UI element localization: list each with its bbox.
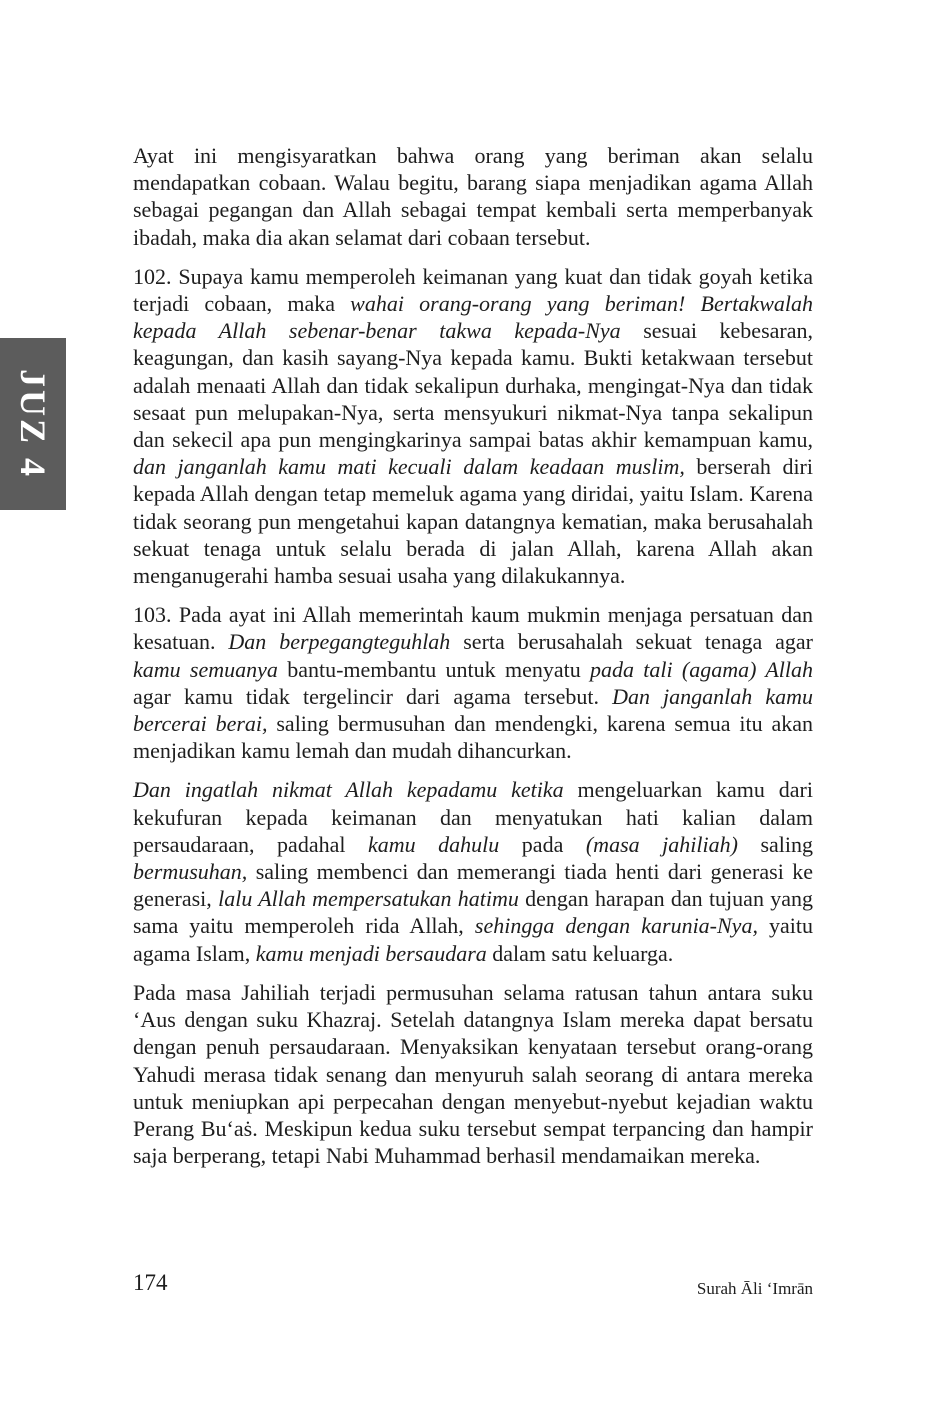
italic-run: kamu semuanya (133, 656, 278, 682)
page-number: 174 (133, 1270, 168, 1295)
paragraph-nikmat (133, 776, 813, 966)
text-run: dengan harapan dan tujuan yang sama yaitu memperoleh rida Allah, (133, 886, 813, 939)
paragraph-102 (133, 263, 813, 589)
italic-run: (masa jahiliah) (585, 831, 738, 857)
text-run: agar kamu tidak tergelincir dari agama tersebut. (133, 683, 613, 709)
text-run: saling (737, 831, 814, 857)
italic-run: wahai orang-orang yang beriman! Bertakwalah kepada Allah sebenar-benar takwa kepada-Nya (133, 291, 813, 344)
paragraph-103 (133, 601, 813, 764)
italic-run: Dan berpegangteguhlah (228, 629, 451, 655)
text-run: saling bermusuhan dan mendengki, karena semua itu akan menjadikan kamu lemah dan mudah dihancurkan. (133, 711, 813, 764)
text-run: serta berusahalah sekuat tenaga agar (450, 629, 814, 655)
italic-run: kamu dahulu (367, 831, 500, 857)
text-run: berserah diri kepada Allah dengan tetap memeluk agama yang diridai, yaitu Islam. Karena tidak seorang pun mengetahui kapan datangnya kematian, maka berusahalah sekuat tenaga untuk selalu berada di jalan Allah, karena Allah akan menganugerahi hamba sesuai usaha yang dilakukannya. (133, 454, 813, 589)
italic-run: lalu Allah mempersatukan hatimu (218, 886, 519, 912)
paragraph-jahiliah: Pada masa Jahiliah terjadi permusuhan selama ratusan tahun antara suku ʻAus dengan suku Khazraj. Setelah datangnya Islam mereka dapat bersatu dengan penuh persaudaraan. Menyaksikan kenyataan tersebut orang-orang Yahudi merasa tidak senang dan menyuruh salah seorang di antara mereka untuk meniupkan api perpecahan dengan menyebut-nyebut kejadian waktu Perang Buʻaṡ. Meskipun kedua suku tersebut sempat terpancing dan hampir saja berperang, tetapi Nabi Muhammad berhasil mendamaikan mereka. (133, 979, 813, 1169)
page-content (133, 142, 813, 1181)
italic-run: pada tali (agama) Allah (590, 656, 813, 682)
text-run: mengeluarkan kamu dari kekufuran kepada keimanan dan menyatukan hati kalian dalam persaudaraan, padahal (133, 777, 813, 857)
italic-run: sehingga dengan karunia-Nya, (474, 913, 758, 939)
text-run: saling membenci dan memerangi tiada henti dari generasi ke generasi, (133, 859, 813, 912)
running-footer-surah: Surah Āli ʻImrān (696, 1279, 813, 1298)
italic-run: bermusuhan, (133, 859, 248, 885)
paragraph-intro: Ayat ini mengisyaratkan bahwa orang yang beriman akan selalu mendapatkan cobaan. Walau begitu, barang siapa menjadikan agama Allah sebagai pegangan dan Allah sebagai tempat kembali serta memperbanyak ibadah, maka dia akan selamat dari cobaan tersebut. (133, 143, 813, 250)
text-run: sesuai kebesaran, keagungan, dan kasih sayang-Nya kepada kamu. Bukti ketakwaan tersebut adalah menaati Allah dan tidak sekalipun durhaka, mengingat-Nya dan tidak sesaat pun melupakan-Nya, serta mensyukuri nikmat-Nya tanpa sekalipun dan sekecil apa pun mengingkarinya sampai batas akhir kemampuan kamu, (133, 318, 813, 453)
text-run: dalam satu keluarga. (486, 940, 674, 966)
text-run: pada (499, 831, 586, 857)
italic-run: dan janganlah kamu mati kecuali dalam keadaan muslim, (133, 454, 685, 480)
juz-label: JUZ 4 (13, 368, 54, 480)
juz-tab (0, 338, 66, 510)
italic-run: Dan janganlah kamu bercerai berai, (133, 683, 813, 737)
italic-run: Dan ingatlah nikmat Allah kepadamu ketika (133, 777, 564, 803)
text-run: yaitu agama Islam, (133, 913, 814, 966)
text-run: 103. Pada ayat ini Allah memerintah kaum mukmin menjaga persatuan dan kesatuan. (133, 602, 813, 655)
italic-run: kamu menjadi bersaudara (255, 940, 487, 966)
text-run: 102. Supaya kamu memperoleh keimanan yang kuat dan tidak goyah ketika terjadi cobaan, maka (133, 263, 813, 317)
text-run: bantu-membantu untuk menyatu (277, 656, 590, 682)
